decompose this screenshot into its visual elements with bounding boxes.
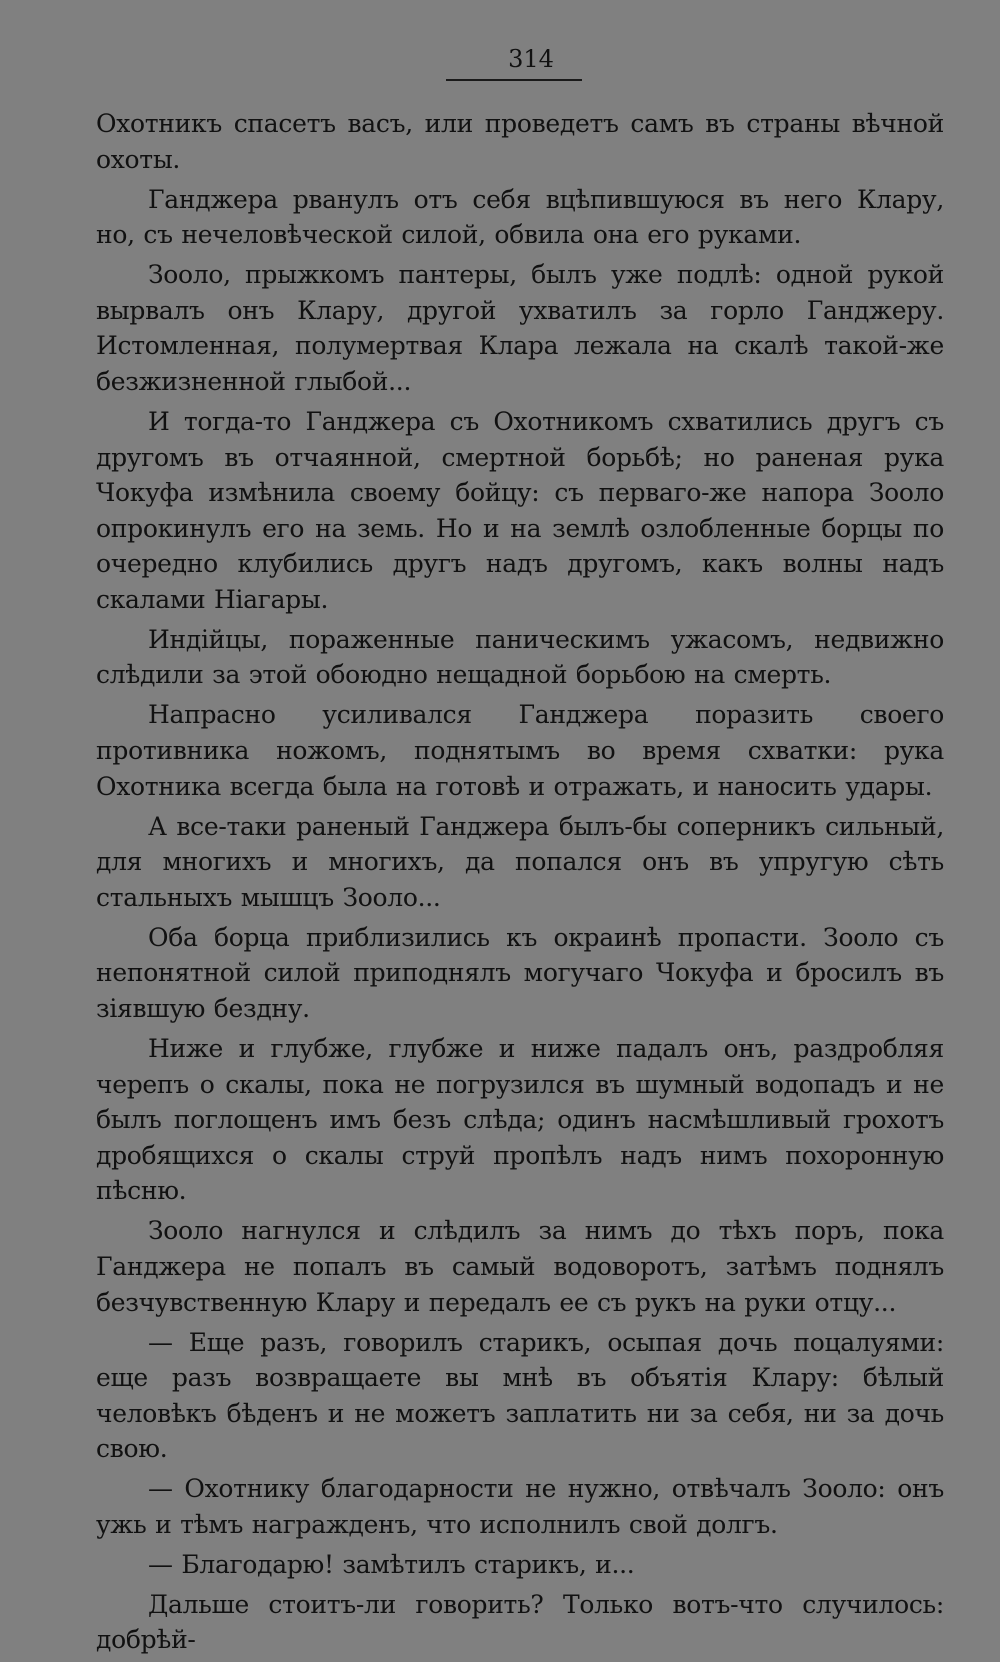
paragraph: И тогда-то Ганджера съ Охотникомъ схватились другъ съ другомъ въ отчаянной, смертной борьбѣ; но раненая рука Чокуфа измѣнила своему бойцу: съ перваго-же напора Зооло опрокинулъ его на земь. Но и на землѣ озлобленные борцы по очередно клубились другъ надъ другомъ, какъ волны надъ скалами Ніагары. — [96, 406, 944, 614]
paragraph: Ниже и глубже, глубже и ниже падалъ онъ, раздробляя черепъ о скалы, пока не погрузился въ шумный водопадъ и не былъ поглощенъ имъ безъ слѣда; одинъ насмѣшливый грохотъ дробящихся о скалы струй пропѣлъ надъ нимъ похоронную пѣсню. — [96, 1033, 944, 1206]
page-number: 314 — [508, 45, 554, 73]
paragraph: Оба борца приблизились къ окраинѣ пропасти. Зооло съ непонятной силой приподнялъ могучаго Чокуфа и бросилъ въ зіявшую бездну. — [96, 922, 944, 1023]
paragraph: — Охотнику благодарности не нужно, отвѣчалъ Зооло: онъ ужь и тѣмъ награжденъ, что исполнилъ свой долгъ. — [96, 1474, 944, 1539]
paragraph: Зооло, прыжкомъ пантеры, былъ уже подлѣ: одной рукой вырвалъ онъ Клару, другой ухватилъ за горло Ганджеру. Истомленная, полумертвая Клара лежала на скалѣ такой-же безжизненной глыбой... — [96, 260, 944, 396]
paragraph: — Еще разъ, говорилъ старикъ, осыпая дочь поцалуями: еще разъ возвращаете вы мнѣ въ объятія Клару: бѣлый человѣкъ бѣденъ и не можетъ заплатить ни за себя, ни за дочь свою. — [96, 1327, 944, 1464]
text-body — [96, 106, 944, 1662]
paragraph: — Благодарю! замѣтилъ старикъ, и... — [148, 1549, 635, 1579]
paragraph: Охотникъ спасетъ васъ, или проведетъ самъ въ страны вѣчной охоты. — [96, 109, 944, 174]
paragraph: Дальше стоитъ-ли говорить? Только вотъ-что случилось: добрѣй- — [96, 1589, 944, 1655]
header-rule — [446, 79, 582, 81]
paragraph: Зооло нагнулся и слѣдилъ за нимъ до тѣхъ поръ, пока Ганджера не попалъ въ самый водоворотъ, затѣмъ поднялъ безчувственную Клару и передалъ ее съ рукъ на руки отцу... — [96, 1216, 944, 1317]
paragraph: Напрасно усиливался Ганджера поразить своего противника ножомъ, поднятымъ во время схватки: рука Охотника всегда была на готовѣ и отражать, и наносить удары. — [96, 700, 944, 801]
paragraph: Индійцы, пораженные паническимъ ужасомъ, недвижно слѣдили за этой обоюдно нещадной борьбою на смерть. — [96, 624, 944, 690]
paragraph: А все-таки раненый Ганджера былъ-бы соперникъ сильный, для многихъ и многихъ, да попался онъ въ упругую сѣть стальныхъ мышцъ Зооло... — [96, 811, 944, 912]
paragraph: Ганджера рванулъ отъ себя вцѣпившуюся въ него Клару, но, съ нечеловѣческой силой, обвила она его руками. — [96, 184, 944, 250]
